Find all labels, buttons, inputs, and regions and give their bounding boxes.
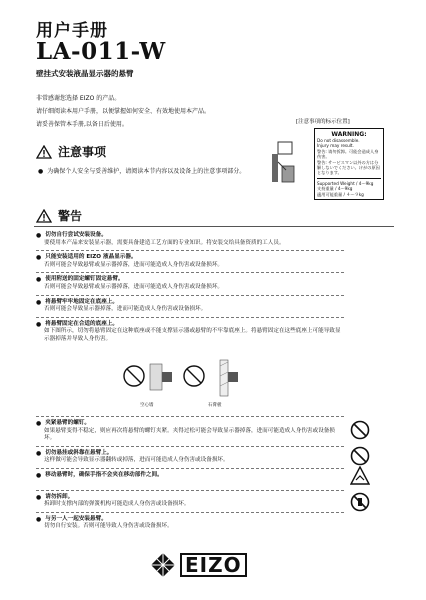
warning-item (36, 450, 344, 465)
warning-label-weight-cn: 支持重量 / 4～9kg (317, 186, 353, 192)
intro-line: 非常感谢您选择 EIZO 的产品。 (36, 95, 121, 102)
bullet-dot: ● (36, 449, 42, 457)
warning-item (36, 494, 344, 509)
warning-item (36, 321, 344, 344)
bullet-dot: ● (36, 320, 42, 328)
warning-item-title: 请勿拆卸。 (45, 493, 74, 500)
bullet-dot: ● (36, 471, 42, 479)
bullet-dot: ● (36, 493, 42, 501)
arm-diagram (262, 140, 302, 188)
warning-item (36, 254, 344, 269)
warning-item-body: 要使用本产品来安装显示器，需要具备建造工艺方面的专业知识。将安装交给具备资质的工人员。 (44, 239, 285, 246)
pinch-hazard-icon (350, 466, 370, 486)
no-hanging-icon (350, 446, 370, 466)
item-separator (36, 295, 344, 296)
model-number: LA-011-W (36, 38, 166, 65)
warning-item-title: 切勿悬挂或斜靠在悬臂上。 (45, 449, 113, 456)
warning-triangle-icon (36, 209, 52, 223)
warning-label-en2: Injury may result. (317, 143, 354, 149)
intro-line: 请妥善保管本手册,以备日后使用。 (36, 121, 128, 128)
label-position-note: [注意事项的标示位置] (296, 119, 350, 125)
warning-item (36, 420, 344, 443)
warning-heading-text: 警告 (58, 209, 83, 223)
intro-text (36, 92, 276, 131)
warning-item-body: 拆卸时支撑内部的弹簧机构可能造成人身伤害或设备损坏。 (44, 501, 190, 508)
warning-item (36, 276, 344, 291)
warning-label-title: WARNING: (331, 131, 367, 138)
item-separator (36, 490, 344, 491)
warning-item-body: 否则可能会导致悬臂或显示器掉落，进而可能造成人身伤害或设备损坏。 (44, 261, 224, 268)
product-subtitle: 壁挂式安装液晶显示器的悬臂 (36, 69, 134, 78)
caution-bullet-text: 为确保个人安全与妥善维护，请阅读本节内容以及设备上的注意事项部分。 (47, 168, 246, 175)
warning-item-body: 如果悬臂变得不稳定，则应再次将悬臂的螺钉夹紧。夹得过松可能会导致显示器掉落，进而可能造成人身伤害或设备损坏。 (44, 427, 335, 442)
eizo-logo (150, 552, 247, 578)
caution-bullet (38, 166, 273, 177)
warning-item-title: 使用附送的固定螺钉固定悬臂。 (45, 276, 124, 283)
warning-label-jp: 警告: サービスマン以外の方は分解しないでください。けがの原因となります。 (317, 159, 380, 176)
warning-label-weight-jp: 適用可能重量 / ４～９kg (317, 191, 364, 197)
warning-item-body: 这样做可能会导致显示器翻转或掉落，进而可能造成人身伤害或设备损坏。 (44, 457, 229, 464)
warning-label-en1: Do not disassemble. (317, 138, 360, 143)
warning-item-body: 切勿自行安装。否则可能导致人身伤害或设备损坏。 (44, 523, 173, 530)
warning-item (36, 472, 344, 480)
eizo-logo-text: EIZO (180, 553, 247, 577)
item-separator (36, 250, 344, 251)
warning-triangle-icon (36, 145, 52, 159)
warning-item (36, 516, 344, 531)
bullet-dot: ● (36, 254, 42, 262)
item-separator (36, 446, 344, 447)
warning-heading (36, 207, 82, 224)
eizo-logo-mark-icon (150, 552, 176, 578)
warning-label (314, 128, 384, 200)
warning-item-title: 将悬臂固定在合适的底座上。 (45, 320, 118, 327)
bullet-dot: ● (36, 276, 42, 284)
item-separator (36, 416, 344, 417)
bullet-dot: ● (36, 232, 42, 239)
figure-caption-left: 空心墙 (140, 403, 154, 408)
bullet-dot: ● (36, 515, 42, 523)
bullet-dot: ● (36, 298, 42, 306)
caution-heading-text: 注意事项 (58, 145, 107, 159)
item-separator (36, 317, 344, 318)
warning-items (36, 232, 344, 347)
bullet-dot: ● (38, 168, 44, 175)
warning-item-title: 将悬臂牢牢地固定在底座上。 (45, 298, 118, 305)
warning-item-title: 与另一人一起安装悬臂。 (45, 515, 107, 522)
item-separator (36, 512, 344, 513)
no-disassembly-icon (350, 492, 370, 512)
warning-items-2 (36, 414, 344, 534)
prohibited-icon (350, 420, 370, 440)
intro-line: 请仔细阅读本用户手册，以便掌握如何安全、有效地使用本产品。 (36, 108, 211, 115)
warning-item-body: 否则可能会导致显示器掉落，进而可能造成人身伤害或设备损坏。 (44, 306, 207, 313)
warning-item (36, 232, 344, 247)
wall-figure (120, 358, 250, 403)
warning-item-title: 移动悬臂时，确保手指不会夹在移动部件之间。 (45, 471, 163, 478)
warning-label-divider (317, 178, 381, 179)
warning-item-title: 切勿自行尝试安装设备。 (45, 232, 107, 238)
caution-heading (36, 143, 106, 160)
warning-label-weight: Supported Weight / 4～9kg (317, 180, 374, 186)
warning-item-title: 只能安装适用的 EIZO 液晶显示器。 (45, 254, 137, 261)
warning-item-body: 如下图所示，切勿将悬臂固定在这种底座或不能支撑显示器或悬臂的不牢靠底座上。将悬臂固定在这些底座上可能导致显示器掉落并导致人身伤害。 (44, 328, 341, 342)
section-divider (34, 226, 394, 227)
manual-title: 用户手册 (36, 21, 108, 41)
warning-item-body: 否则可能会导致悬臂或显示器掉落，进而可能造成人身伤害或设备损坏。 (44, 283, 224, 290)
figure-caption-right: 石膏板 (208, 403, 222, 408)
bullet-dot: ● (36, 420, 42, 427)
item-separator (36, 272, 344, 273)
warning-item-title: 夹紧悬臂的螺钉。 (45, 420, 91, 426)
warning-item (36, 299, 344, 314)
warning-label-cn: 警告: 请勿拆卸。可能会造成人身伤害。 (317, 148, 379, 160)
item-separator (36, 468, 344, 469)
